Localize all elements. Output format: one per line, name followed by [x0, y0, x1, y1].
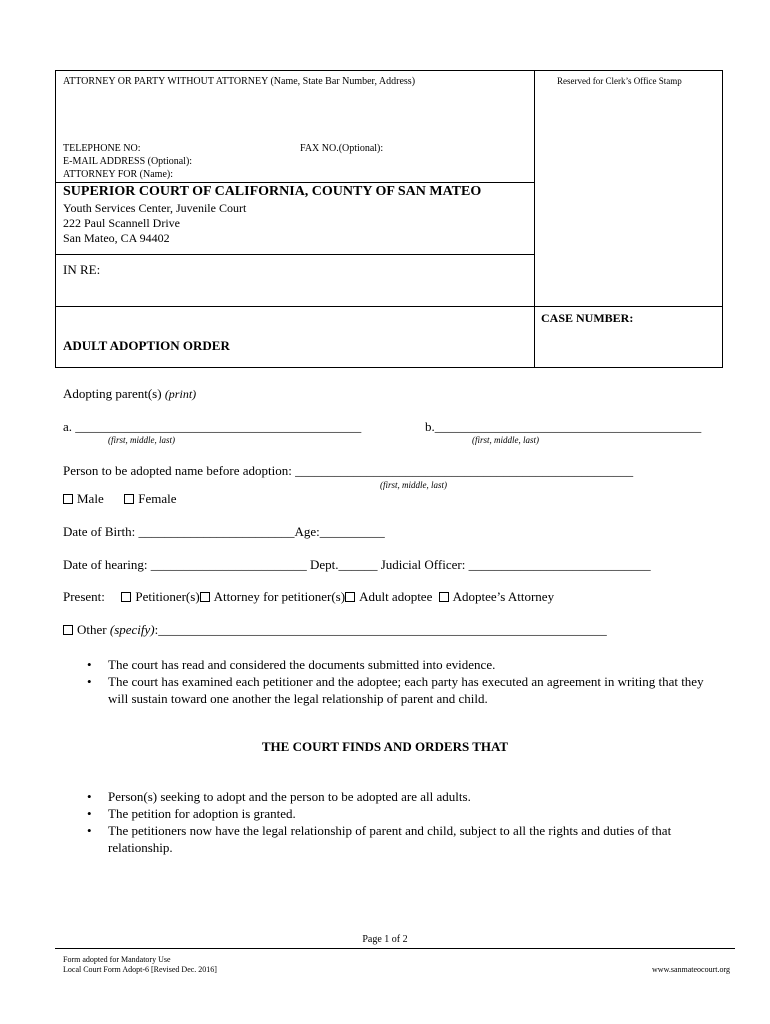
adopting-parents-hint: (print)	[164, 387, 197, 401]
footer-rule	[55, 948, 735, 949]
parent-a-hint: (first, middle, last)	[108, 435, 175, 445]
other-field[interactable]: :_____________________________________________________________________	[154, 622, 607, 637]
attorney-petitioner-checkbox[interactable]	[200, 592, 210, 602]
attorney-for-label[interactable]: ATTORNEY FOR (Name):	[63, 169, 173, 180]
other-hint: (specify)	[109, 622, 155, 637]
present-label: Present:	[63, 589, 105, 604]
caption-divider	[534, 70, 535, 368]
page-number: Page 1 of 2	[362, 934, 408, 945]
parent-b-hint: (first, middle, last)	[472, 435, 539, 445]
court-website-link[interactable]: www.sanmateocourt.org	[652, 965, 730, 974]
dob-age-field[interactable]: Date of Birth: ________________________Age:__________	[63, 524, 385, 539]
caption-rule-court	[55, 182, 535, 183]
adopting-parents-label: Adopting parent(s)	[63, 386, 165, 401]
court-review-list	[87, 656, 727, 707]
form-title: ADULT ADOPTION ORDER	[63, 338, 230, 353]
hearing-field[interactable]: Date of hearing: ________________________ Dept.______ Judicial Officer: ____________________________	[63, 557, 651, 572]
caption-rule-inre	[55, 254, 535, 255]
list-item: • The petitioners now have the legal relationship of parent and child, subject to all the rights and duties of that relationship.	[87, 822, 727, 856]
parent-a-field[interactable]: a. ____________________________________________	[63, 419, 362, 434]
parent-b-field[interactable]: b._________________________________________	[425, 419, 702, 434]
findings-list	[87, 788, 727, 856]
male-label: Male	[77, 491, 104, 506]
clerk-stamp-label: Reserved for Clerk’s Office Stamp	[557, 76, 682, 86]
other-checkbox[interactable]	[63, 625, 73, 635]
footer-form-info	[63, 955, 217, 975]
adopting-parents-row	[63, 386, 196, 402]
adult-adoptee-label: Adult adoptee	[359, 589, 433, 604]
adult-adoptee-checkbox[interactable]	[345, 592, 355, 602]
male-checkbox[interactable]	[63, 494, 73, 504]
in-re-label[interactable]: IN RE:	[63, 262, 101, 277]
list-item: • The court has examined each petitioner and the adoptee; each party has executed an agreement in writing that they will sustain toward one another the legal relationship of parent and child.	[87, 673, 727, 707]
court-address-line: San Mateo, CA 94402	[63, 231, 170, 245]
other-label: Other	[77, 622, 110, 637]
female-label: Female	[138, 491, 177, 506]
list-item: • Person(s) seeking to adopt and the person to be adopted are all adults.	[87, 788, 727, 805]
court-address-line: Youth Services Center, Juvenile Court	[63, 201, 247, 215]
petitioner-label: Petitioner(s)	[135, 589, 200, 604]
court-address	[63, 201, 246, 246]
female-checkbox[interactable]	[124, 494, 134, 504]
case-number-label[interactable]: CASE NUMBER:	[541, 311, 634, 325]
email-label[interactable]: E-MAIL ADDRESS (Optional):	[63, 156, 193, 167]
person-adopted-hint: (first, middle, last)	[380, 480, 447, 490]
caption-rule-case	[55, 306, 723, 307]
form-id-text: Local Court Form Adopt-6 [Revised Dec. 2016]	[63, 965, 217, 974]
list-item: • The court has read and considered the documents submitted into evidence.	[87, 656, 727, 673]
person-adopted-field[interactable]: Person to be adopted name before adoption: ____________________________________________________	[63, 463, 634, 478]
court-address-line: 222 Paul Scannell Drive	[63, 216, 180, 230]
findings-heading: THE COURT FINDS AND ORDERS THAT	[261, 739, 509, 754]
other-row	[63, 622, 607, 638]
attorney-petitioner-label: Attorney for petitioner(s)	[213, 589, 346, 604]
form-use-text: Form adopted for Mandatory Use	[63, 955, 171, 964]
telephone-label[interactable]: TELEPHONE NO:	[63, 143, 141, 154]
sex-row	[63, 491, 176, 507]
list-item: • The petition for adoption is granted.	[87, 805, 727, 822]
adoptee-attorney-checkbox[interactable]	[439, 592, 449, 602]
present-row	[63, 589, 554, 605]
attorney-label: ATTORNEY OR PARTY WITHOUT ATTORNEY (Name, State Bar Number, Address)	[63, 76, 416, 87]
fax-label[interactable]: FAX NO.(Optional):	[300, 143, 384, 154]
adoptee-attorney-label: Adoptee’s Attorney	[452, 589, 555, 604]
petitioner-checkbox[interactable]	[121, 592, 131, 602]
court-name: SUPERIOR COURT OF CALIFORNIA, COUNTY OF SAN MATEO	[63, 184, 482, 199]
